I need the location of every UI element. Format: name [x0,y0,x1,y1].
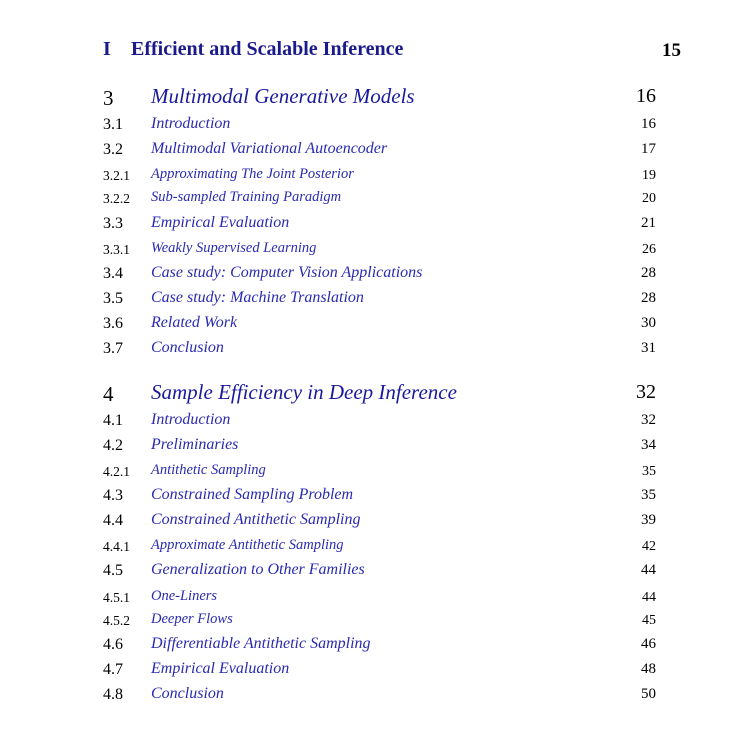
entry-title-link[interactable]: Approximate Antithetic Sampling [151,537,344,553]
entry-number: 4.8 [103,686,123,703]
entry-title-link[interactable]: Sub-sampled Training Paradigm [151,189,342,205]
entry-title-link[interactable]: Antithetic Sampling [151,462,266,478]
part-page-number: 15 [662,40,681,61]
entry-title-link[interactable]: Constrained Antithetic Sampling [151,511,361,528]
chapter-entry[interactable] [103,84,656,108]
entry-title-link[interactable]: Introduction [151,115,231,132]
toc-entry[interactable] [103,561,656,585]
entry-number: 4.2.1 [103,464,130,479]
toc-entry[interactable] [103,289,656,313]
entry-page-number: 45 [642,613,656,628]
toc-entry[interactable] [103,588,656,612]
entry-page-number: 42 [642,539,656,554]
entry-number: 3.3 [103,215,123,232]
entry-page-number: 26 [642,242,656,257]
toc-entry[interactable] [103,462,656,486]
entry-number: 4.4 [103,512,123,529]
entry-number: 3.4 [103,265,123,282]
entry-title-link[interactable]: Case study: Computer Vision Applications [151,264,423,281]
entry-number: 4.5.2 [103,613,130,628]
chapter-number: 3 [103,86,114,110]
entry-page-number: 28 [641,265,656,281]
chapter-number: 4 [103,382,114,406]
entry-number: 3.2 [103,141,123,158]
entry-page-number: 46 [641,636,656,652]
entry-page-number: 48 [641,661,656,677]
part-title-link[interactable]: Efficient and Scalable Inference [131,38,404,60]
chapter-title-link[interactable]: Multimodal Generative Models [151,84,415,108]
entry-page-number: 16 [641,116,656,132]
entry-page-number: 21 [641,215,656,231]
entry-page-number: 17 [641,141,656,157]
entry-number: 4.2 [103,437,123,454]
entry-number: 3.3.1 [103,242,130,257]
entry-title-link[interactable]: Empirical Evaluation [151,214,290,231]
part-entry[interactable] [103,38,681,66]
entry-number: 4.5 [103,562,123,579]
entry-title-link[interactable]: Constrained Sampling Problem [151,486,354,503]
entry-page-number: 31 [641,340,656,356]
entry-title-link[interactable]: Approximating The Joint Posterior [151,166,354,182]
part-number: I [103,38,111,60]
entry-title-link[interactable]: One-Liners [151,588,218,604]
entry-page-number: 35 [642,464,656,479]
toc-entry[interactable] [103,411,656,435]
toc-entry[interactable] [103,511,656,535]
entry-number: 3.5 [103,290,123,307]
entry-number: 3.7 [103,340,123,357]
entry-title-link[interactable]: Related Work [151,314,238,331]
entry-number: 3.6 [103,315,123,332]
entry-number: 3.2.2 [103,191,130,206]
entry-title-link[interactable]: Conclusion [151,339,224,356]
entry-number: 4.7 [103,661,123,678]
toc-entry[interactable] [103,339,656,363]
toc-entry[interactable] [103,635,656,659]
toc-entry[interactable] [103,486,656,510]
toc-entry[interactable] [103,436,656,460]
entry-page-number: 32 [641,412,656,428]
chapter-page-number: 16 [636,85,656,107]
entry-page-number: 19 [642,168,656,183]
entry-number: 4.4.1 [103,539,130,554]
entry-number: 4.3 [103,487,123,504]
entry-number: 4.6 [103,636,123,653]
toc-entry[interactable] [103,189,656,213]
entry-title-link[interactable]: Case study: Machine Translation [151,289,364,306]
toc-entry[interactable] [103,166,656,190]
toc-entry[interactable] [103,115,656,139]
chapter-entry[interactable] [103,380,656,404]
toc-entry[interactable] [103,264,656,288]
toc-entry[interactable] [103,685,656,709]
entry-title-link[interactable]: Preliminaries [151,436,239,453]
toc-entry[interactable] [103,611,656,635]
toc-entry[interactable] [103,140,656,164]
entry-title-link[interactable]: Empirical Evaluation [151,660,290,677]
entry-title-link[interactable]: Weakly Supervised Learning [151,240,317,256]
entry-page-number: 35 [641,487,656,503]
entry-title-link[interactable]: Generalization to Other Families [151,561,365,578]
entry-page-number: 44 [642,590,656,605]
entry-page-number: 50 [641,686,656,702]
entry-page-number: 20 [642,191,656,206]
entry-page-number: 34 [641,437,656,453]
entry-number: 3.2.1 [103,168,130,183]
chapter-title-link[interactable]: Sample Efficiency in Deep Inference [151,380,457,404]
entry-title-link[interactable]: Deeper Flows [151,611,233,627]
entry-title-link[interactable]: Differentiable Antithetic Sampling [151,635,371,652]
toc-entry[interactable] [103,660,656,684]
chapter-page-number: 32 [636,381,656,403]
entry-page-number: 30 [641,315,656,331]
entry-number: 4.5.1 [103,590,130,605]
entry-title-link[interactable]: Multimodal Variational Autoencoder [151,140,388,157]
entry-page-number: 28 [641,290,656,306]
toc-entry[interactable] [103,314,656,338]
entry-number: 4.1 [103,412,123,429]
toc-entry[interactable] [103,214,656,238]
entry-title-link[interactable]: Introduction [151,411,231,428]
toc-entry[interactable] [103,240,656,264]
entry-number: 3.1 [103,116,123,133]
toc-entry[interactable] [103,537,656,561]
entry-title-link[interactable]: Conclusion [151,685,224,702]
entry-page-number: 39 [641,512,656,528]
entry-page-number: 44 [641,562,656,578]
